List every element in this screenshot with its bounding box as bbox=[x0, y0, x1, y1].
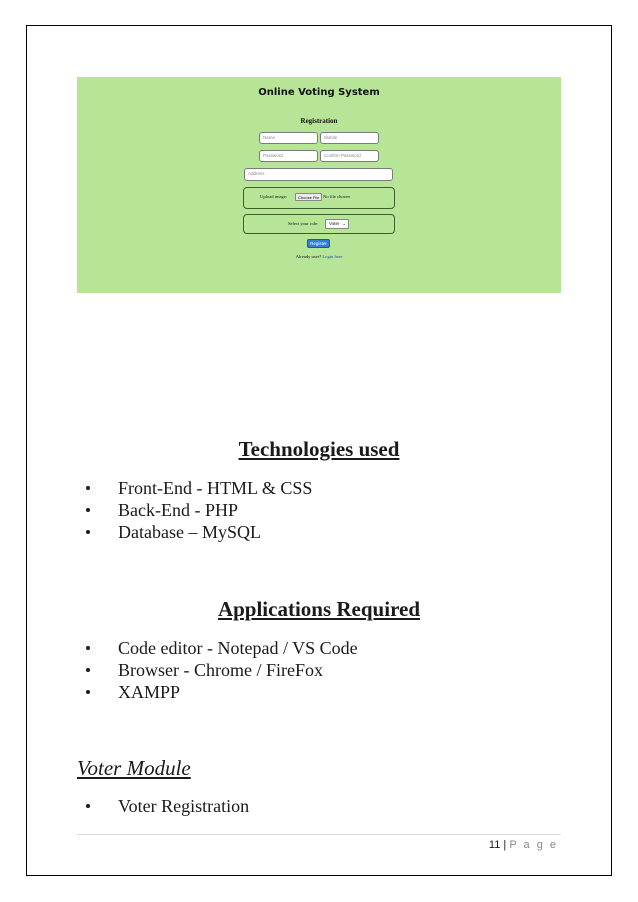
login-link[interactable]: Login here bbox=[322, 254, 343, 259]
list-item-text: Code editor - Notepad / VS Code bbox=[118, 638, 358, 658]
list-item bbox=[83, 659, 358, 681]
list-item bbox=[83, 477, 312, 499]
list-item-text: Back-End - PHP bbox=[118, 500, 238, 520]
voter-module-list bbox=[83, 795, 249, 817]
login-prompt bbox=[77, 254, 561, 259]
technologies-heading: Technologies used bbox=[238, 437, 400, 461]
list-item bbox=[83, 499, 312, 521]
list-item-text: XAMPP bbox=[118, 682, 181, 702]
technologies-list bbox=[83, 477, 312, 543]
chevron-down-icon: ⌄ bbox=[342, 221, 346, 226]
mobile-input[interactable]: Mobile bbox=[320, 132, 379, 144]
bullet-icon bbox=[86, 508, 90, 512]
list-item bbox=[83, 681, 358, 703]
name-input[interactable]: Name bbox=[259, 132, 318, 144]
upload-box bbox=[243, 187, 395, 209]
applications-list bbox=[83, 637, 358, 703]
confirm-password-input[interactable]: Confirm Password bbox=[320, 150, 379, 162]
registration-screenshot bbox=[77, 77, 561, 293]
bullet-icon bbox=[86, 690, 90, 694]
bullet-icon bbox=[86, 530, 90, 534]
page-footer bbox=[489, 839, 558, 851]
list-item bbox=[83, 795, 249, 817]
bullet-icon bbox=[86, 804, 90, 808]
list-item bbox=[83, 637, 358, 659]
list-item bbox=[83, 521, 312, 543]
choose-file-button[interactable]: Choose File bbox=[295, 193, 322, 201]
role-label: Select your role: bbox=[288, 221, 319, 226]
page-number: 11 bbox=[488, 839, 501, 851]
address-input[interactable]: Address bbox=[244, 168, 393, 181]
form-title: Registration bbox=[300, 117, 338, 125]
already-user-text: Already user? bbox=[295, 254, 322, 259]
list-item-text: Browser - Chrome / FireFox bbox=[118, 660, 323, 680]
bullet-icon bbox=[86, 486, 90, 490]
role-value: Voter bbox=[329, 221, 340, 226]
list-item-text: Front-End - HTML & CSS bbox=[118, 478, 313, 498]
applications-heading: Applications Required bbox=[217, 597, 421, 621]
list-item-text: Database – MySQL bbox=[118, 522, 261, 542]
role-box bbox=[243, 214, 395, 234]
page-label: P a g e bbox=[509, 839, 558, 851]
footer-divider bbox=[77, 834, 561, 835]
voter-module-title: Voter Module bbox=[77, 756, 191, 780]
password-input[interactable]: Password bbox=[259, 150, 318, 162]
role-select[interactable] bbox=[325, 219, 349, 229]
upload-label: Upload image: bbox=[260, 194, 288, 199]
bullet-icon bbox=[86, 668, 90, 672]
register-button[interactable]: Register bbox=[307, 239, 330, 248]
list-item-text: Voter Registration bbox=[118, 796, 250, 816]
bullet-icon bbox=[86, 646, 90, 650]
app-title: Online Voting System bbox=[258, 87, 380, 98]
footer-separator: | bbox=[503, 839, 507, 851]
no-file-text: No file chosen bbox=[323, 194, 350, 199]
